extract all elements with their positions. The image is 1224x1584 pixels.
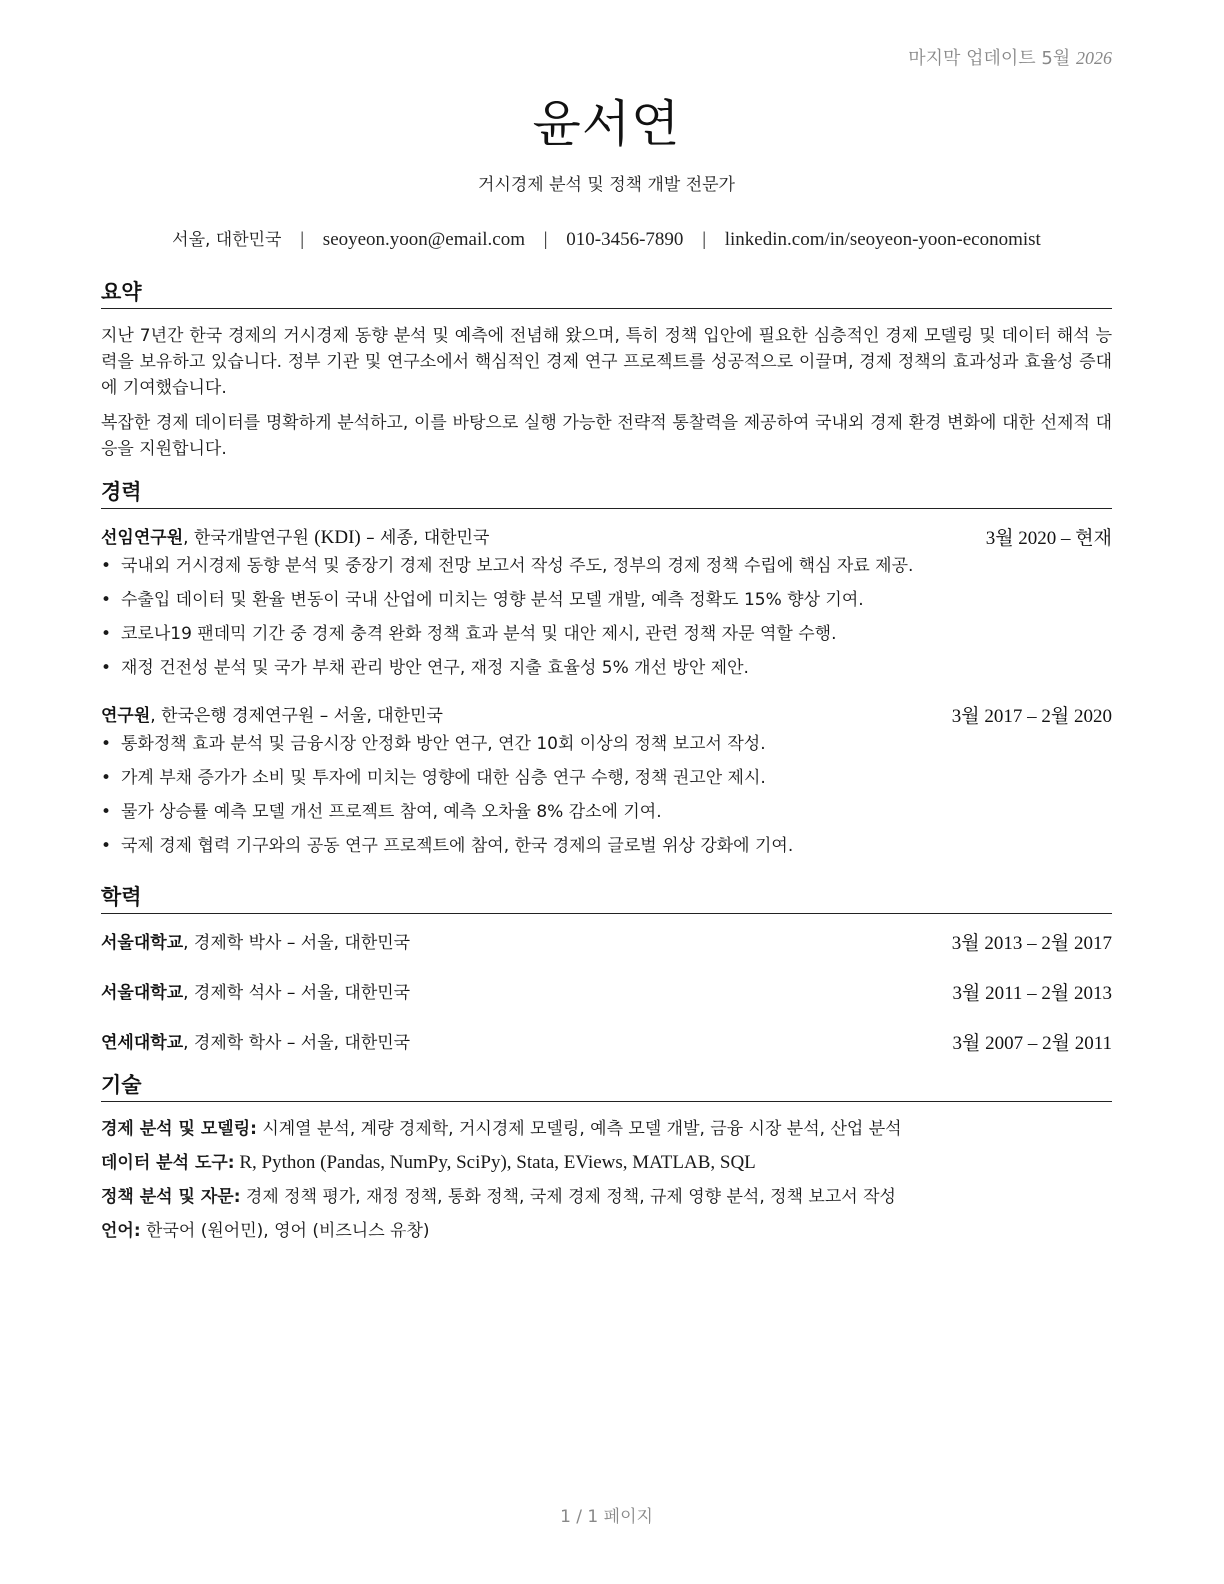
- job-org: , 한국개발연구원: [183, 528, 315, 548]
- education-entry: [101, 978, 1112, 1028]
- contact-location: 서울, 대한민국: [172, 230, 282, 250]
- job-entry: [101, 701, 1112, 865]
- contact-separator: |: [543, 229, 548, 250]
- last-updated: [908, 44, 1112, 70]
- contact-line: [101, 225, 1112, 251]
- job-bullets: [101, 729, 1112, 865]
- contact-email[interactable]: seoyeon.yoon@email.com: [322, 229, 525, 250]
- degree: , 경제학 박사 – 서울, 대한민국: [183, 933, 411, 953]
- list-item: • 코로나19 팬데믹 기간 중 경제 충격 완화 정책 효과 분석 및 대안 제시, 관련 정책 자문 역할 수행.: [101, 624, 837, 644]
- school-name: 서울대학교: [101, 983, 184, 1003]
- resume-page: [101, 0, 1112, 1584]
- list-item: • 물가 상승률 예측 모델 개선 프로젝트 참여, 예측 오차율 8% 감소에 기여.: [101, 802, 662, 822]
- candidate-tagline: 거시경제 분석 및 정책 개발 전문가: [478, 175, 735, 195]
- candidate-name: 윤서연: [532, 95, 681, 153]
- summary-paragraph: 복잡한 경제 데이터를 명확하게 분석하고, 이를 바탕으로 실행 가능한 전략적 통찰력을 제공하여 국내외 경제 환경 변화에 대한 선제적 대응을 지원합니다.: [101, 413, 1112, 459]
- education-entry: [101, 928, 1112, 978]
- skill-label: 언어:: [101, 1221, 141, 1241]
- education-dates: 3월 2013 – 2월 2017: [951, 933, 1112, 954]
- skills-section: [101, 1069, 1112, 1250]
- job-org-abbr: (KDI): [314, 527, 361, 548]
- list-item: • 재정 건전성 분석 및 국가 부채 관리 방안 연구, 재정 지출 효율성 5% 개선 방안 제안.: [101, 658, 749, 678]
- section-title-education: 학력: [101, 881, 1112, 914]
- summary-body: [101, 323, 1112, 462]
- section-title-experience: 경력: [101, 476, 1112, 509]
- skill-value: 한국어 (원어민), 영어 (비즈니스 유창): [140, 1221, 430, 1241]
- updated-year: 2026: [1076, 48, 1112, 68]
- experience-section: [101, 476, 1112, 865]
- degree: , 경제학 학사 – 서울, 대한민국: [183, 1033, 411, 1053]
- section-title-summary: 요약: [101, 276, 1112, 309]
- updated-label: 마지막 업데이트: [908, 48, 1036, 69]
- list-item: • 국제 경제 협력 기구와의 공동 연구 프로젝트에 참여, 한국 경제의 글로벌 위상 강화에 기여.: [101, 836, 794, 856]
- education-dates: 3월 2007 – 2월 2011: [952, 1033, 1112, 1054]
- education-list: [101, 928, 1112, 1078]
- skill-row: [101, 1114, 1112, 1148]
- skill-value: R, Python (Pandas, NumPy, SciPy), Stata, EViews, MATLAB, SQL: [234, 1152, 756, 1173]
- job-dates: 3월 2020 – 현재: [985, 528, 1112, 549]
- skill-row: [101, 1148, 1112, 1182]
- degree: , 경제학 석사 – 서울, 대한민국: [183, 983, 411, 1003]
- skills-list: [101, 1114, 1112, 1250]
- contact-separator: |: [702, 229, 706, 250]
- job-role: 연구원: [101, 706, 151, 726]
- job-entry: [101, 523, 1112, 687]
- summary-paragraph: 지난 7년간 한국 경제의 거시경제 동향 분석 및 예측에 전념해 왔으며, 특히 정책 입안에 필요한 심층적인 경제 모델링 및 데이터 해석 능력을 보유하고 있습니다. 정부 기관 및 연구소에서 핵심적인 경제 연구 프로젝트를 성공적으로 이끌며, 경제 정책의 효과성과 효율성 증대에 기여했습니다.: [101, 326, 1112, 398]
- page-number: 1 / 1 페이지: [560, 1507, 653, 1527]
- job-title-line: [101, 701, 443, 726]
- contact-phone: 010-3456-7890: [566, 229, 684, 250]
- job-role: 선임연구원: [101, 528, 184, 548]
- education-dates: 3월 2011 – 2월 2013: [952, 983, 1112, 1004]
- skill-value: 시계열 분석, 계량 경제학, 거시경제 모델링, 예측 모델 개발, 금융 시장 분석, 산업 분석: [256, 1119, 902, 1139]
- list-item: • 가계 부채 증가가 소비 및 투자에 미치는 영향에 대한 심층 연구 수행, 정책 권고안 제시.: [101, 768, 766, 788]
- skill-row: [101, 1182, 1112, 1216]
- skill-label: 경제 분석 및 모델링:: [101, 1119, 257, 1139]
- skill-row: [101, 1216, 1112, 1250]
- job-dates: 3월 2017 – 2월 2020: [951, 706, 1112, 727]
- job-location: – 세종, 대한민국: [360, 528, 490, 548]
- skill-label: 정책 분석 및 자문:: [101, 1187, 241, 1207]
- skill-label: 데이터 분석 도구:: [101, 1153, 235, 1173]
- list-item: • 국내외 거시경제 동향 분석 및 중장기 경제 전망 보고서 작성 주도, 정부의 경제 정책 수립에 핵심 자료 제공.: [101, 556, 914, 576]
- job-header: [101, 523, 1112, 551]
- job-title-line: [101, 523, 489, 549]
- list-item: • 통화정책 효과 분석 및 금융시장 안정화 방안 연구, 연간 10회 이상의 정책 보고서 작성.: [101, 734, 766, 754]
- skill-value: 경제 정책 평가, 재정 정책, 통화 정책, 국제 경제 정책, 규제 영향 분석, 정책 보고서 작성: [240, 1187, 896, 1207]
- contact-separator: |: [300, 229, 305, 250]
- section-title-skills: 기술: [101, 1069, 1112, 1102]
- list-item: • 수출입 데이터 및 환율 변동이 국내 산업에 미치는 영향 분석 모델 개발, 예측 정확도 15% 향상 기여.: [101, 590, 864, 610]
- updated-month: 5월: [1041, 48, 1071, 69]
- contact-linkedin[interactable]: linkedin.com/in/seoyeon-yoon-economist: [724, 229, 1041, 250]
- job-header: [101, 701, 1112, 729]
- job-org: , 한국은행 경제연구원: [150, 706, 315, 726]
- school-name: 서울대학교: [101, 933, 184, 953]
- job-location: – 서울, 대한민국: [314, 706, 443, 726]
- job-bullets: [101, 551, 1112, 687]
- school-name: 연세대학교: [101, 1033, 184, 1053]
- education-section: [101, 881, 1112, 1078]
- summary-section: [101, 276, 1112, 462]
